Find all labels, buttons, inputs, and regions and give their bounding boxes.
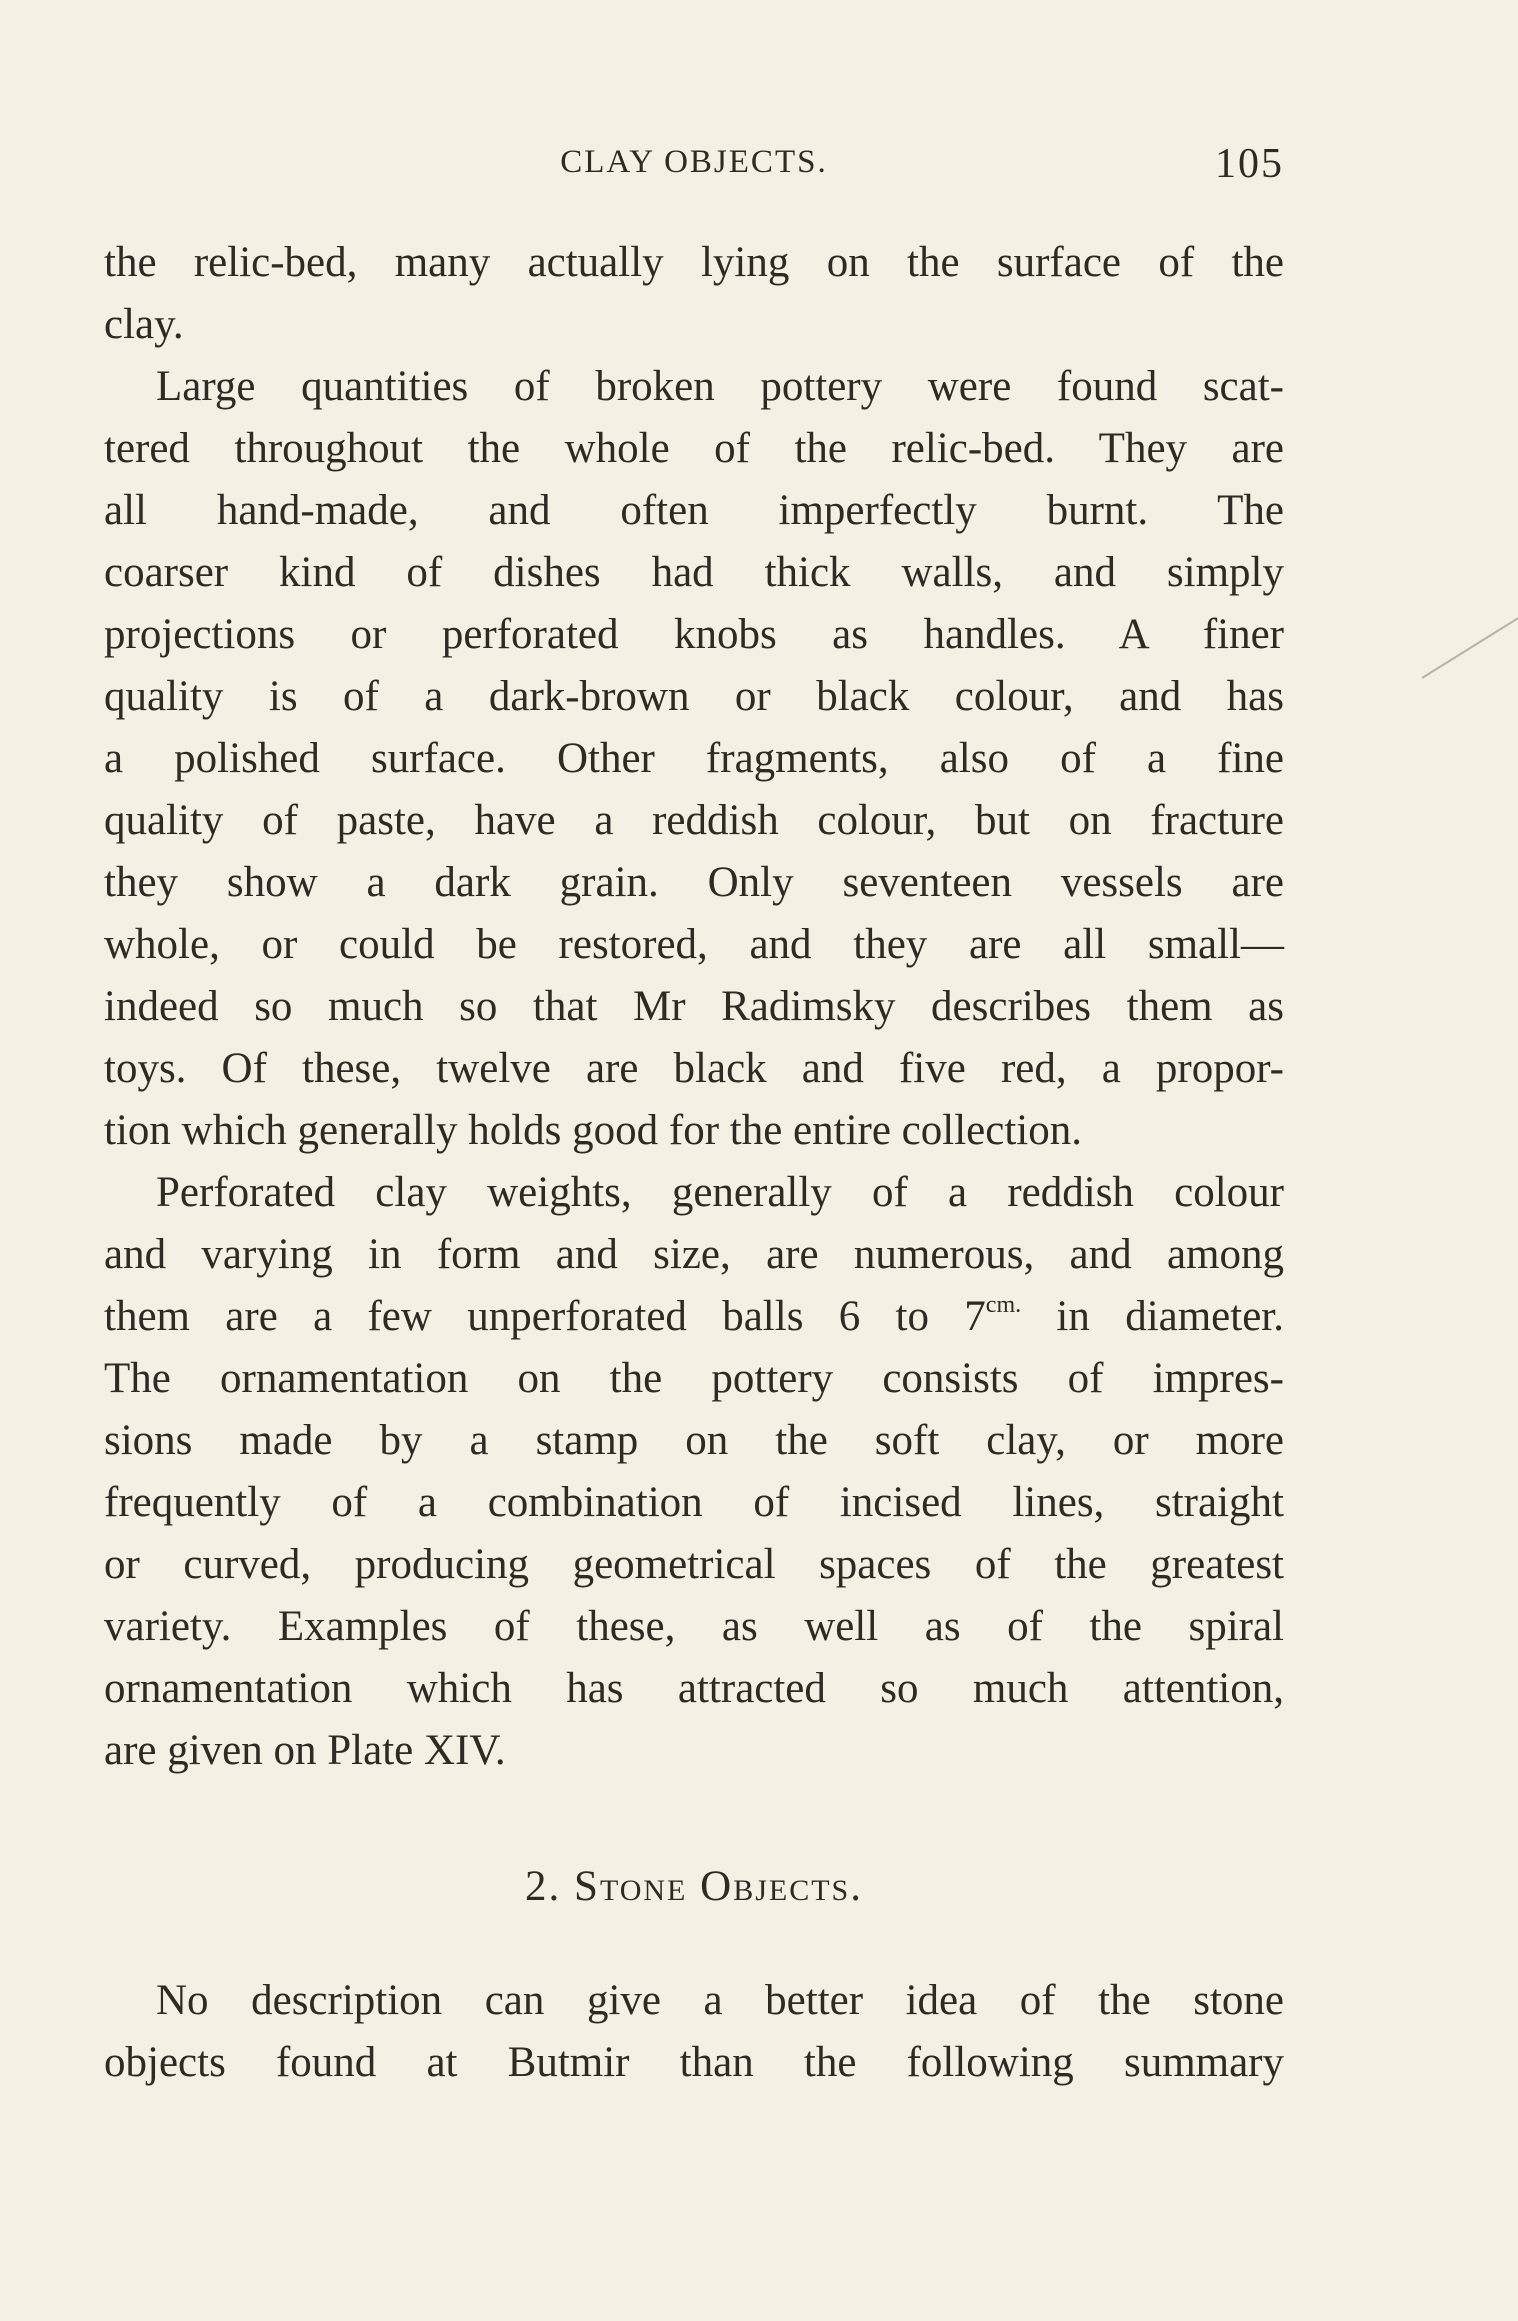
text-line: objects found at Butmir than the following summary bbox=[104, 2039, 1284, 2086]
text-line: toys. Of these, twelve are black and five red, a propor- bbox=[104, 1045, 1284, 1092]
body-text bbox=[104, 232, 1284, 1782]
text-line: the relic-bed, many actually lying on the surface of the bbox=[104, 239, 1284, 286]
text-line: tion which generally holds good for the entire collection. bbox=[104, 1107, 1082, 1154]
text-line: tered throughout the whole of the relic-bed. They are bbox=[104, 425, 1284, 472]
text-line: Perforated clay weights, generally of a reddish colour bbox=[156, 1169, 1284, 1216]
page-number: 105 bbox=[1215, 141, 1284, 187]
text-line: indeed so much so that Mr Radimsky describes them as bbox=[104, 983, 1284, 1030]
text-line-with-superscript bbox=[104, 1286, 1284, 1348]
section-number: 2. bbox=[525, 1863, 562, 1910]
paragraph-stone bbox=[104, 1970, 1284, 2094]
section-body-text bbox=[104, 1970, 1284, 2094]
text-line: sions made by a stamp on the soft clay, or more bbox=[104, 1417, 1284, 1464]
section-heading bbox=[104, 1862, 1284, 1911]
text-line: a polished surface. Other fragments, also of a fine bbox=[104, 735, 1284, 782]
text-line: No description can give a better idea of the stone bbox=[156, 1977, 1284, 2024]
text-line: ornamentation which has attracted so much attention, bbox=[104, 1665, 1284, 1712]
text-line: are given on Plate XIV. bbox=[104, 1727, 506, 1774]
text-line: all hand-made, and often imperfectly burnt. The bbox=[104, 487, 1284, 534]
text-line: they show a dark grain. Only seventeen vessels are bbox=[104, 859, 1284, 906]
text-line: whole, or could be restored, and they are all small— bbox=[104, 921, 1284, 968]
pencil-mark bbox=[1420, 610, 1518, 680]
text-line: and varying in form and size, are numerous, and among bbox=[104, 1231, 1284, 1278]
text-line: quality is of a dark-brown or black colour, and has bbox=[104, 673, 1284, 720]
pencil-stroke bbox=[1422, 612, 1518, 678]
text-line: or curved, producing geometrical spaces of the greatest bbox=[104, 1541, 1284, 1588]
text-fragment: them are a few unperforated balls 6 to 7 bbox=[104, 1293, 986, 1340]
running-title: CLAY OBJECTS. bbox=[560, 144, 828, 180]
text-line: frequently of a combination of incised lines, straight bbox=[104, 1479, 1284, 1526]
text-line: clay. bbox=[104, 301, 184, 348]
paragraph-continuation bbox=[104, 232, 1284, 356]
running-head bbox=[104, 140, 1284, 190]
text-line: variety. Examples of these, as well as of the spiral bbox=[104, 1603, 1284, 1650]
text-line: projections or perforated knobs as handles. A finer bbox=[104, 611, 1284, 658]
text-line: Large quantities of broken pottery were found scat- bbox=[156, 363, 1284, 410]
text-line: quality of paste, have a reddish colour, but on fracture bbox=[104, 797, 1284, 844]
text-fragment: in diameter. bbox=[1021, 1293, 1284, 1340]
text-line: coarser kind of dishes had thick walls, and simply bbox=[104, 549, 1284, 596]
text-line: The ornamentation on the pottery consists of impres- bbox=[104, 1355, 1284, 1402]
paragraph-pottery bbox=[104, 356, 1284, 1162]
superscript-unit: cm. bbox=[985, 1292, 1022, 1318]
paragraph-weights bbox=[104, 1162, 1284, 1782]
section-title: Stone Objects. bbox=[574, 1863, 863, 1910]
